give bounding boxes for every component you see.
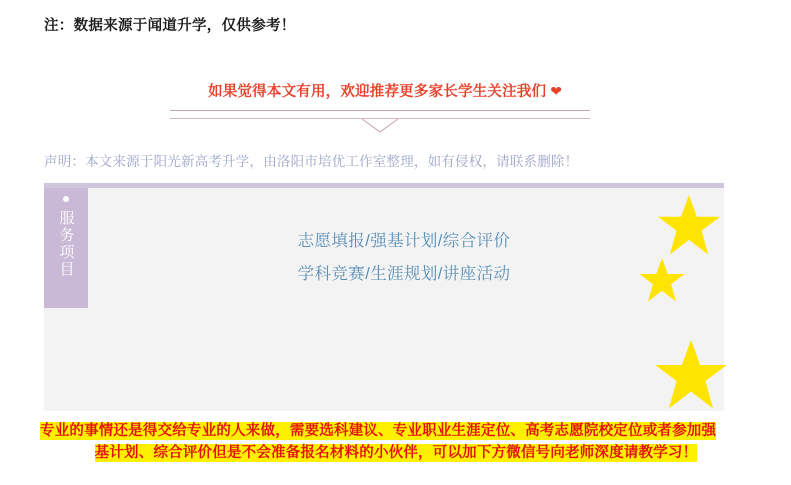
service-line-1: 志愿填报/强基计划/综合评价 <box>297 232 511 250</box>
promo-banner <box>170 80 600 101</box>
heart-icon: ❤ <box>550 83 562 99</box>
bullet-dot-icon <box>63 196 69 202</box>
service-line-2: 学科竞赛/生涯规划/讲座活动 <box>297 265 511 283</box>
star-icon-top <box>656 193 722 257</box>
statement-text: 声明：本文来源于阳光新高考升学，由洛阳市培优工作室整理，如有侵权，请联系删除！ <box>44 154 579 169</box>
service-list <box>204 225 604 291</box>
service-tab-label: 服务项目 <box>57 210 75 278</box>
chevron-down-icon <box>360 118 400 134</box>
promo-divider-top <box>170 110 590 111</box>
closing-line-1-text: 专业的事情还是得交给专业的人来做，需要选科建议、专业职业生涯定位、高考志愿院校定位或者参加强 <box>40 423 717 439</box>
closing-line-2 <box>40 442 752 464</box>
service-tab <box>44 188 88 308</box>
source-note: 注：数据来源于闻道升学，仅供参考！ <box>44 18 296 34</box>
star-icon-bottom <box>653 338 729 411</box>
closing-line-1 <box>40 420 752 442</box>
star-icon-middle <box>638 257 686 303</box>
closing-line-2-text: 基计划、综合评价但是不会准备报名材料的小伙伴，可以加下方微信号向老师深度请教学习！ <box>94 445 698 461</box>
service-card <box>44 183 724 411</box>
promo-text: 如果觉得本文有用，欢迎推荐更多家长学生关注我们 <box>208 84 547 100</box>
closing-message <box>40 420 752 464</box>
card-top-bar <box>44 183 724 188</box>
